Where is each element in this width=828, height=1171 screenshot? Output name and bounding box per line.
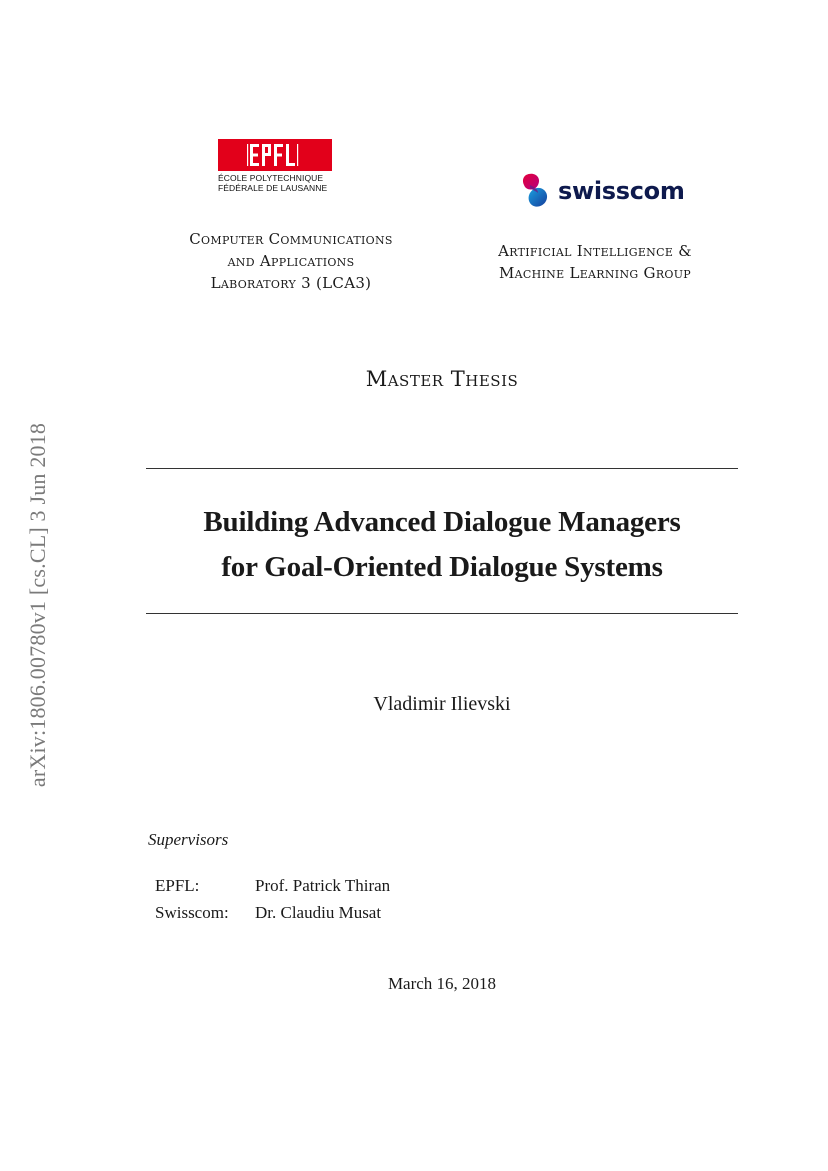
supervisor-name: Dr. Claudiu Musat xyxy=(255,903,382,922)
lab-line-3: Laboratory 3 (LCA3) xyxy=(210,274,372,292)
title-line-1: Building Advanced Dialogue Managers xyxy=(203,506,681,538)
author-name: Vladimir Ilievski xyxy=(373,693,511,715)
epfl-letters-icon xyxy=(218,139,332,171)
title-top-rule xyxy=(146,468,738,469)
supervisors-table xyxy=(155,872,390,926)
swisscom-logo xyxy=(520,171,685,211)
title-line-2: for Goal-Oriented Dialogue Systems xyxy=(221,551,663,583)
group-line-2: Machine Learning Group xyxy=(498,264,691,282)
epfl-logo-line2: FÉDÉRALE DE LAUSANNE xyxy=(218,182,328,193)
supervisor-row xyxy=(155,872,390,899)
epfl-logo-line1: ÉCOLE POLYTECHNIQUE xyxy=(218,173,324,183)
group-affiliation xyxy=(470,240,720,284)
lab-line-2: and Applications xyxy=(227,252,355,270)
lab-line-1: Computer Communications xyxy=(189,230,393,248)
title-bottom-rule xyxy=(146,613,738,614)
supervisor-name: Prof. Patrick Thiran xyxy=(255,876,391,895)
swisscom-wordmark: swisscom xyxy=(558,177,685,205)
thesis-type: Master Thesis xyxy=(365,367,519,391)
epfl-logo xyxy=(218,139,334,193)
group-line-1: Artificial Intelligence & xyxy=(498,242,692,260)
supervisors-heading: Supervisors xyxy=(148,830,229,849)
thesis-date: March 16, 2018 xyxy=(387,974,497,993)
supervisor-row xyxy=(155,899,390,926)
epfl-logo-text xyxy=(218,174,334,193)
supervisor-institution: Swisscom: xyxy=(155,903,229,922)
lab-affiliation xyxy=(146,228,436,294)
supervisor-institution: EPFL: xyxy=(155,876,200,895)
thesis-title xyxy=(146,500,738,590)
swisscom-symbol-icon xyxy=(520,171,552,211)
arxiv-identifier: arXiv:1806.00780v1 [cs.CL] 3 Jun 2018 xyxy=(25,422,50,788)
epfl-logo-mark xyxy=(218,139,332,171)
